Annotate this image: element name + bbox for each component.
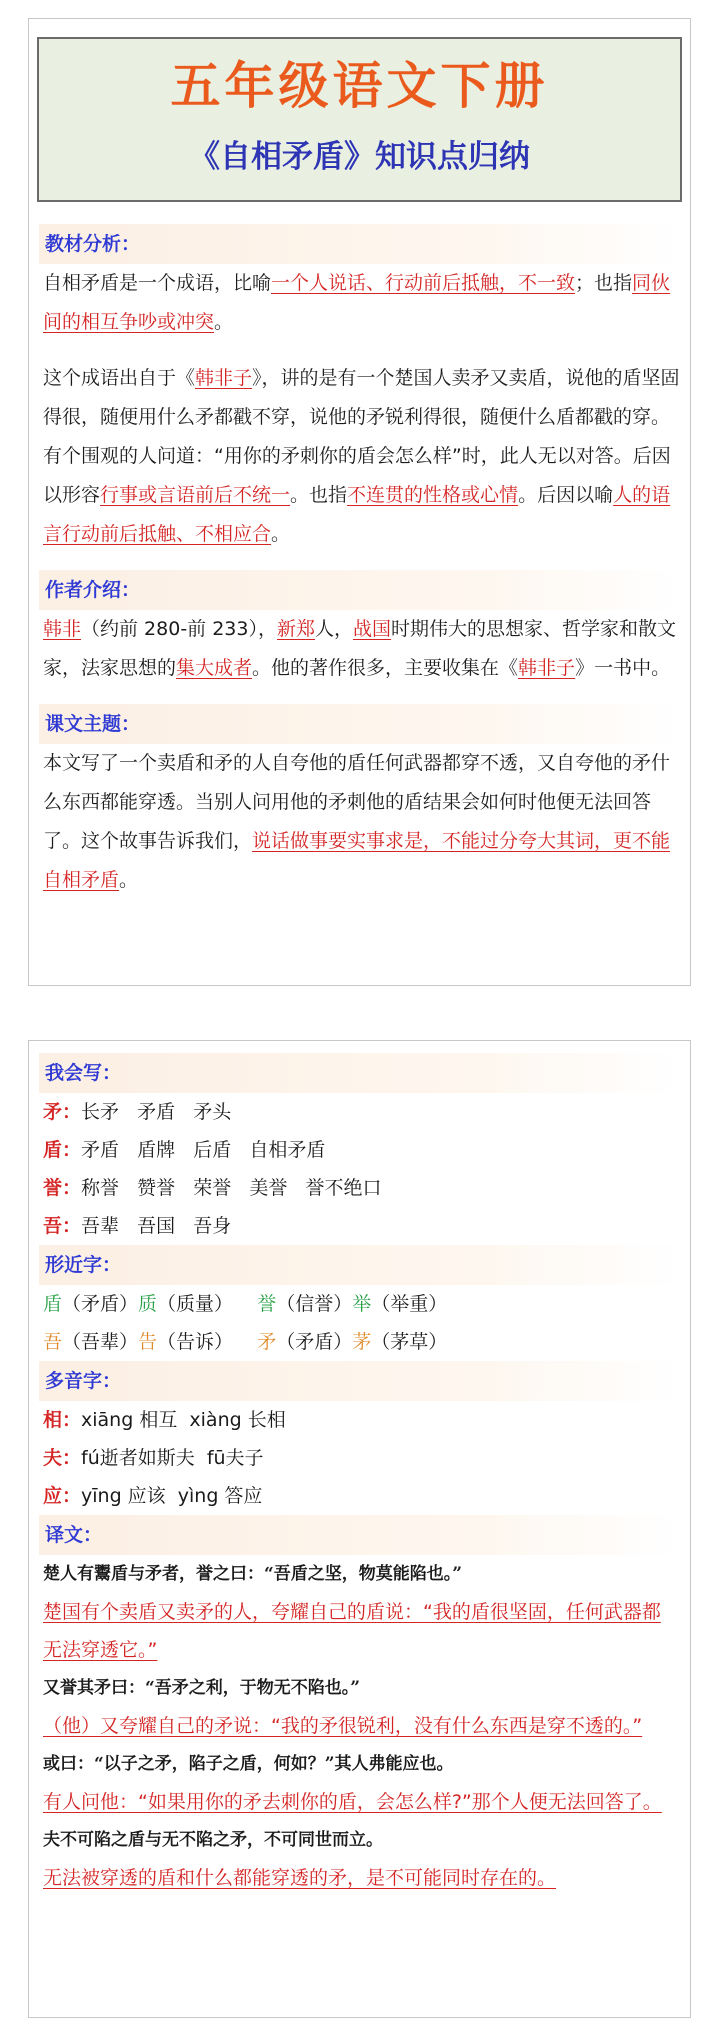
- text-run: 自相矛盾是一个成语，比喻: [43, 272, 272, 294]
- title-banner: [37, 37, 682, 202]
- text-run: （约前 280-前 233），: [81, 618, 277, 640]
- highlighted-phrase: 韩非: [43, 618, 82, 640]
- highlighted-phrase: 战国: [353, 618, 392, 640]
- knowledge-card: [28, 18, 691, 986]
- classical-sentence: 夫不可陷之盾与无不陷之矛，不可同世而立。: [43, 1830, 383, 1850]
- row-text: 矛盾 盾牌 后盾 自相矛盾: [81, 1139, 326, 1161]
- highlighted-phrase: 韩非子: [518, 657, 576, 679]
- section-heading-theme: 课文主题：: [39, 704, 679, 744]
- word-example: （矛盾）: [276, 1331, 353, 1353]
- similar-char: 质: [138, 1293, 158, 1315]
- word-example: （吾辈）: [62, 1331, 139, 1353]
- row-char: 应：: [43, 1485, 82, 1507]
- row-text: xiāng 相互 xiàng 长相: [81, 1409, 286, 1431]
- modern-translation: 有人问他：“如果用你的矛去刺你的盾，会怎么样?”那个人便无法回答了。: [43, 1791, 662, 1813]
- polyphone-list: [29, 1401, 690, 1515]
- text-run: 。: [214, 311, 234, 333]
- highlighted-phrase: 新郑: [276, 618, 315, 640]
- section-heading-translation: 译文：: [39, 1515, 679, 1555]
- word-example: （茅草）: [371, 1331, 448, 1353]
- similar-row-2: [43, 1323, 690, 1361]
- row-text: fú逝者如斯夫 fū夫子: [81, 1447, 264, 1469]
- section-heading-author: 作者介绍：: [39, 570, 679, 610]
- word-example: （举重）: [371, 1293, 448, 1315]
- highlighted-phrase: 行事或言语前后不统一: [100, 484, 291, 506]
- row-char: 吾：: [43, 1215, 82, 1237]
- similar-row-1: [43, 1285, 690, 1323]
- similar-char: 举: [352, 1293, 372, 1315]
- author-paragraph: [43, 610, 681, 688]
- text-run: 本文写了一个卖盾和矛的人自夸他的盾任何武器都穿不透，又自夸他的矛什么东西都能穿透。当别人问用他的矛刺他的盾结果会如何时他便无法回答了。这个故事告诉我们，: [43, 752, 671, 852]
- polyphone-row: [43, 1439, 690, 1477]
- text-run: 这个成语出自于《: [43, 367, 196, 389]
- highlighted-phrase: 韩非子: [195, 367, 253, 389]
- text-run: 。也指: [290, 484, 348, 506]
- theme-paragraph: [43, 744, 681, 900]
- page-subtitle: 《自相矛盾》知识点归纳: [189, 139, 530, 175]
- row-text: 吾辈 吾国 吾身: [81, 1215, 232, 1237]
- modern-translation: 无法被穿透的盾和什么都能穿透的矛，是不可能同时存在的。: [43, 1867, 557, 1889]
- row-char: 矛：: [43, 1101, 82, 1123]
- write-row: [43, 1093, 690, 1131]
- modern-translation: 楚国有个卖盾又卖矛的人，夸耀自己的盾说：“我的盾很坚固，任何武器都无法穿透它。”: [43, 1601, 661, 1661]
- row-text: 称誉 赞誉 荣誉 美誉 誉不绝口: [81, 1177, 382, 1199]
- analysis-paragraph-1: [43, 264, 681, 342]
- similar-char: 矛: [257, 1331, 277, 1353]
- highlighted-phrase: 人的语言行动前后抵触、不相应合: [43, 484, 671, 545]
- highlighted-phrase: 不连贯的性格或心情: [347, 484, 519, 506]
- classical-sentence: 或曰：“以子之矛，陷子之盾，何如？”其人弗能应也。: [43, 1754, 454, 1774]
- highlighted-phrase: 一个人说话、行动前后抵触，不一致: [271, 272, 576, 294]
- text-run: 。: [271, 523, 291, 545]
- row-text: 长矛 矛盾 矛头: [81, 1101, 232, 1123]
- section-heading-write: 我会写：: [39, 1053, 679, 1093]
- modern-translation: （他）又夸耀自己的矛说：“我的矛很锐利，没有什么东西是穿不透的。”: [43, 1715, 643, 1737]
- section-heading-analysis: 教材分析：: [39, 224, 679, 264]
- polyphone-row: [43, 1401, 690, 1439]
- highlighted-phrase: 集大成者: [176, 657, 253, 679]
- write-row: [43, 1207, 690, 1245]
- highlighted-phrase: 同伙间的相互争吵或冲突: [43, 272, 671, 333]
- text-run: 人，: [315, 618, 354, 640]
- row-char: 相：: [43, 1409, 82, 1431]
- polyphone-row: [43, 1477, 690, 1515]
- classical-sentence: 楚人有鬻盾与矛者，誉之曰：“吾盾之坚，物莫能陷也。”: [43, 1564, 463, 1584]
- text-run: 》一书中。: [575, 657, 671, 679]
- classical-sentence: 又誉其矛曰：“吾矛之利，于物无不陷也。”: [43, 1678, 361, 1698]
- similar-char: 吾: [43, 1331, 63, 1353]
- row-text: yīng 应该 yìng 答应: [81, 1485, 263, 1507]
- similar-char: 茅: [352, 1331, 372, 1353]
- word-example: （信誉）: [276, 1293, 353, 1315]
- page-title: 五年级语文下册: [170, 56, 549, 115]
- write-list: [29, 1093, 690, 1245]
- word-example: （矛盾）: [62, 1293, 139, 1315]
- write-row: [43, 1131, 690, 1169]
- text-run: 。他的著作很多，主要收集在《: [252, 657, 519, 679]
- row-char: 誉：: [43, 1177, 82, 1199]
- similar-char: 告: [138, 1331, 158, 1353]
- text-run: 。: [119, 869, 139, 891]
- text-run: 》，讲的是有一个楚国人卖矛又卖盾，说他的盾坚固得很，随便用什么矛都戳不穿，说他的矛锐利得很，随便什么盾都戳的穿。有个围观的人问道：“用你的矛刺你的盾会怎么样”时，此人无以对答。后因以形容: [43, 367, 680, 506]
- analysis-paragraph-2: [43, 359, 681, 554]
- write-row: [43, 1169, 690, 1207]
- text-run: 。后因以喻: [518, 484, 614, 506]
- similar-char: 誉: [257, 1293, 277, 1315]
- word-example: （告诉）: [157, 1331, 258, 1353]
- similar-char: 盾: [43, 1293, 63, 1315]
- translation-list: [29, 1555, 690, 1897]
- vocabulary-card: [28, 1040, 691, 2018]
- word-example: （质量）: [157, 1293, 258, 1315]
- highlighted-phrase: 说话做事要实事求是，不能过分夸大其词，更不能自相矛盾: [43, 830, 671, 891]
- text-run: ；也指: [575, 272, 633, 294]
- row-char: 盾：: [43, 1139, 82, 1161]
- row-char: 夫：: [43, 1447, 82, 1469]
- section-heading-similar: 形近字：: [39, 1245, 679, 1285]
- section-heading-polyphone: 多音字：: [39, 1361, 679, 1401]
- text-run: 时期伟大的思想家、哲学家和散文家，法家思想的: [43, 618, 677, 679]
